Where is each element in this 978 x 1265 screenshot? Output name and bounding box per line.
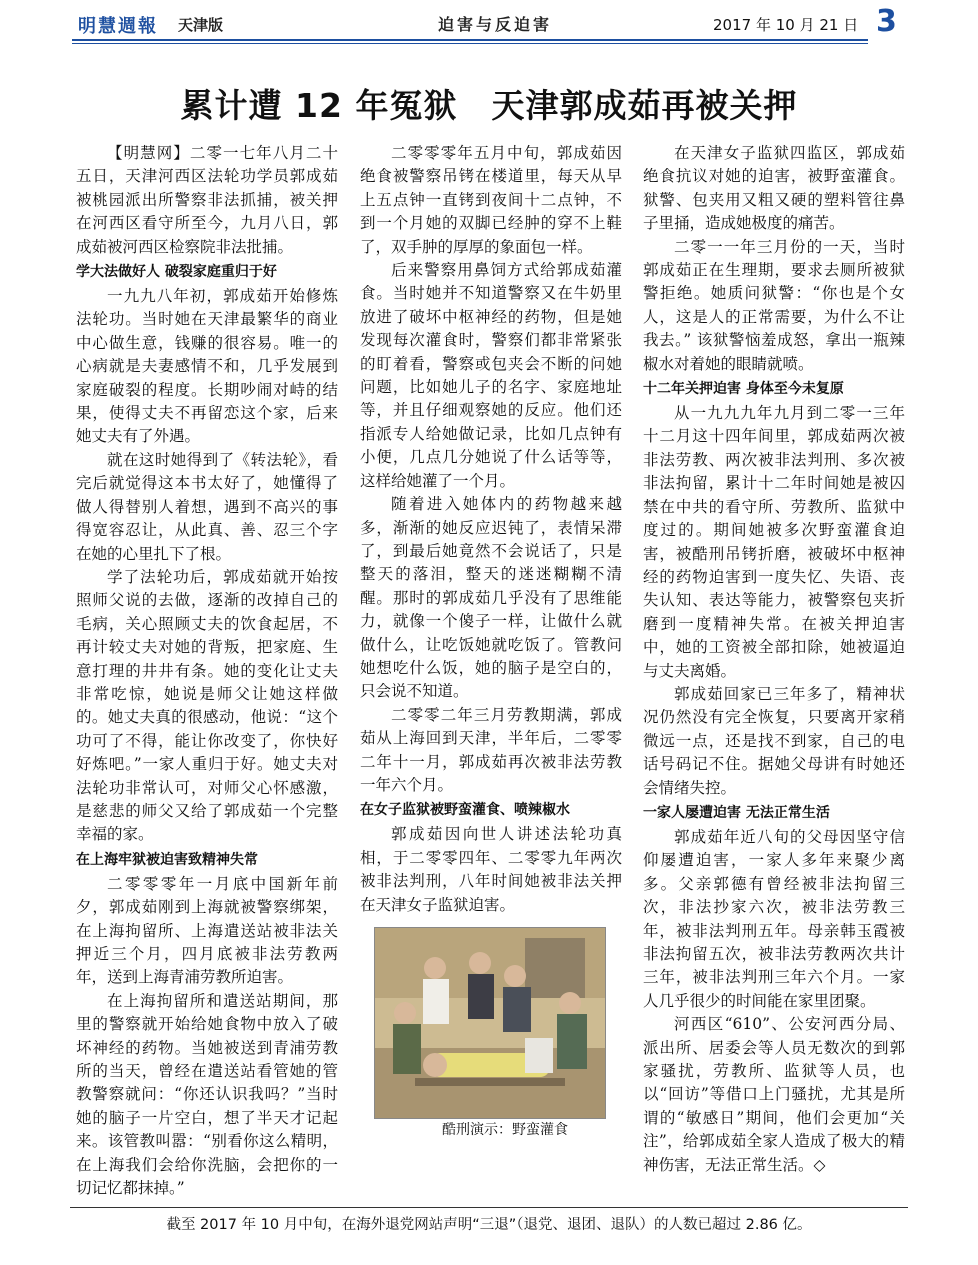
- paragraph: 就在这时她得到了《转法轮》，看完后就觉得这本书太好了，她懂得了做人得替别人着想，遇到不高兴的事得宽容忍让，从此真、善、忍三个字在她的心里扎下了根。: [76, 450, 338, 563]
- footer-notice: 截至 2017 年 10 月中旬，在海外退党网站声明“三退”（退党、退团、退队）的人数已超过 2.86 亿。: [166, 1217, 812, 1233]
- paragraph: 后来警察用鼻饲方式给郭成茹灌食。当时她并不知道警察又在牛奶里放进了破坏中枢神经的药物，但是她发现每次灌食时，警察们都非常紧张的盯着看，警察或包夹会不断的问她问题，比如她儿子的名字、家庭地址等，并且仔细观察她的反应。他们还指派专人给她做记录，比如几点钟有小便，几点几分她说了什么话等等，这样给她灌了一个月。: [360, 261, 622, 490]
- section-title: 迫害与反迫害: [438, 15, 553, 34]
- paragraph: 郭成茹因向世人讲述法轮功真相，于二零零四年、二零零九年两次被非法判刑，八年时间她被非法关押在天津女子监狱迫害。: [360, 825, 622, 914]
- article-lead: 【明慧网】二零一七年八月二十五日，天津河西区法轮功学员郭成茹被桃园派出所警察非法抓捕，被关押在河西区看守所至今，九月八日，郭成茹被河西区检察院非法批捕。: [76, 144, 338, 256]
- paragraph: 二零零二年三月劳教期满，郭成茹从上海回到天津，半年后，二零零二年十一月，郭成茹再次被非法劳教一年六个月。: [360, 705, 622, 794]
- subheading-1: 学大法做好人 破裂家庭重归于好: [76, 264, 277, 281]
- photo-caption: 酷刑演示：野蛮灌食: [442, 1122, 568, 1138]
- article-column-2: [360, 142, 622, 1142]
- issue-date: 2017 年 10 月 21 日: [713, 16, 859, 34]
- torture-illustration-image: [374, 927, 606, 1119]
- paragraph: 河西区“610”、公安河西分局、派出所、居委会等人员无数次的到郭家骚扰，劳教所、监狱等人员，也以“回访”等借口上门骚扰，尤其是所谓的“敏感日”期间，他们会更加“关注”，给郭成茹全家人造成了极大的精神伤害，无法正常生活。◇: [643, 1015, 905, 1174]
- paragraph: 在天津女子监狱四监区，郭成茹绝食抗议对她的迫害，被野蛮灌食。狱警、包夹用又粗又硬的塑料管往鼻子里捅，造成她极度的痛苦。: [643, 144, 905, 233]
- subheading-2: 在上海牢狱被迫害致精神失常: [76, 851, 258, 868]
- subheading-4: 十二年关押迫害 身体至今未复原: [643, 381, 844, 398]
- page-number: 3: [876, 4, 897, 39]
- article-column-3: [643, 142, 905, 1177]
- paragraph: 在上海拘留所和遣送站期间，那里的警察就开始给她食物中放入了破坏神经的药物。当她被送到青浦劳教所的当天，曾经在遣送站看管她的管教警察就问：“你还认识我吗？”当时她的脑子一片空白，想了半天才记起来。该管教叫嚣：“别看你这么精明，在上海我们会给你洗脑，会把你的一切记忆都抹掉。”: [76, 991, 338, 1198]
- article-column-1: [76, 142, 338, 1200]
- masthead: [0, 0, 978, 70]
- newspaper-logo: 明慧週報: [78, 16, 158, 37]
- paragraph: 随着进入她体内的药物越来越多，渐渐的她反应迟钝了，表情呆滞了，到最后她竟然不会说话了，只是整天的落泪，整天的迷迷糊糊不清醒。那时的郭成茹几乎没有了思维能力，就像一个傻子一样，让做什么就做什么，让吃饭她就吃饭了。管教问她想吃什么饭，她的脑子是空白的，只会说不知道。: [360, 495, 622, 701]
- paragraph: 郭成茹回家已三年多了，精神状况仍然没有完全恢复，只要离开家稍微远一点，还是找不到家，自己的电话号码记不住。据她父母讲有时她还会情绪失控。: [643, 684, 905, 797]
- paragraph: 郭成茹年近八旬的父母因坚守信仰屡遭迫害，一家人多年来聚少离多。父亲郭德有曾经被非法拘留三次，非法抄家六次，被非法劳教三年，被非法判刑五年。母亲韩玉霞被非法拘留五次，被非法劳教两次共计三年，被非法判刑三年六个月。一家人几乎很少的时间能在家里团聚。: [643, 827, 905, 1010]
- paragraph: 二零零零年一月底中国新年前夕，郭成茹刚到上海就被警察绑架，在上海拘留所、上海遣送站被非法关押近三个月，四月底被非法劳教两年，送到上海青浦劳教所迫害。: [76, 874, 338, 987]
- paragraph: 二零零零年五月中旬，郭成茹因绝食被警察吊铐在楼道里，每天从早上五点钟一直铐到夜间十二点钟，不到一个月她的双脚已经肿的穿不上鞋了，双手肿的厚厚的象面包一样。: [360, 144, 622, 256]
- paragraph: 一九九八年初，郭成茹开始修炼法轮功。当时她在天津最繁华的商业中心做生意，钱赚的很容易。唯一的心病就是夫妻感情不和，几乎发展到家庭破裂的程度。长期吵闹对峙的结果，使得丈夫不再留恋这个家，后来她丈夫有了外遇。: [76, 287, 338, 446]
- masthead-rule-thin: [72, 43, 868, 44]
- paragraph: 二零一一年三月份的一天，当时郭成茹正在生理期，要求去厕所被狱警拒绝。她质问狱警：“你也是个女人，这是人的正常需要，为什么不让我去。” 该狱警恼羞成怒，拿出一瓶辣椒水对着她的眼睛就喷。: [643, 237, 905, 373]
- edition-label: 天津版: [178, 16, 224, 34]
- paragraph: 学了法轮功后，郭成茹就开始按照师父说的去做，逐渐的改掉自己的毛病，关心照顾丈夫的饮食起居，不再计较丈夫对她的背叛，把家庭、生意打理的井井有条。她的变化让丈夫非常吃惊，她说是师父让她这样做的。她丈夫真的很感动，他说：“这个功可了不得，能让你改变了，你快好好炼吧。”一家人重归于好。她丈夫对法轮功非常认可，对师父心怀感激，是慈悲的师父又给了郭成茹一个完整幸福的家。: [76, 567, 338, 844]
- subheading-5: 一家人屡遭迫害 无法正常生活: [643, 804, 830, 821]
- paragraph: 从一九九九年九月到二零一三年十二月这十四年间里，郭成茹两次被非法劳教、两次被非法判刑、多次被非法拘留，累计十二年时间她是被囚禁在中共的看守所、劳教所、监狱中度过的。期间她被多次野蛮灌食迫害，被酷刑吊铐折磨，被破坏中枢神经的药物迫害到一度失忆、失语、丧失认知、表达等能力，被警察包夹折磨到一度精神失常。在被关押迫害中，她的工资被全部扣除，她被逼迫与丈夫离婚。: [643, 404, 905, 680]
- illustration-svg: [375, 928, 605, 1118]
- footer-rule: [70, 1207, 908, 1208]
- subheading-3: 在女子监狱被野蛮灌食、喷辣椒水: [360, 802, 570, 819]
- masthead-rule: [72, 39, 868, 41]
- article-headline: 累计遭 12 年冤狱 天津郭成茹再被关押: [180, 86, 798, 125]
